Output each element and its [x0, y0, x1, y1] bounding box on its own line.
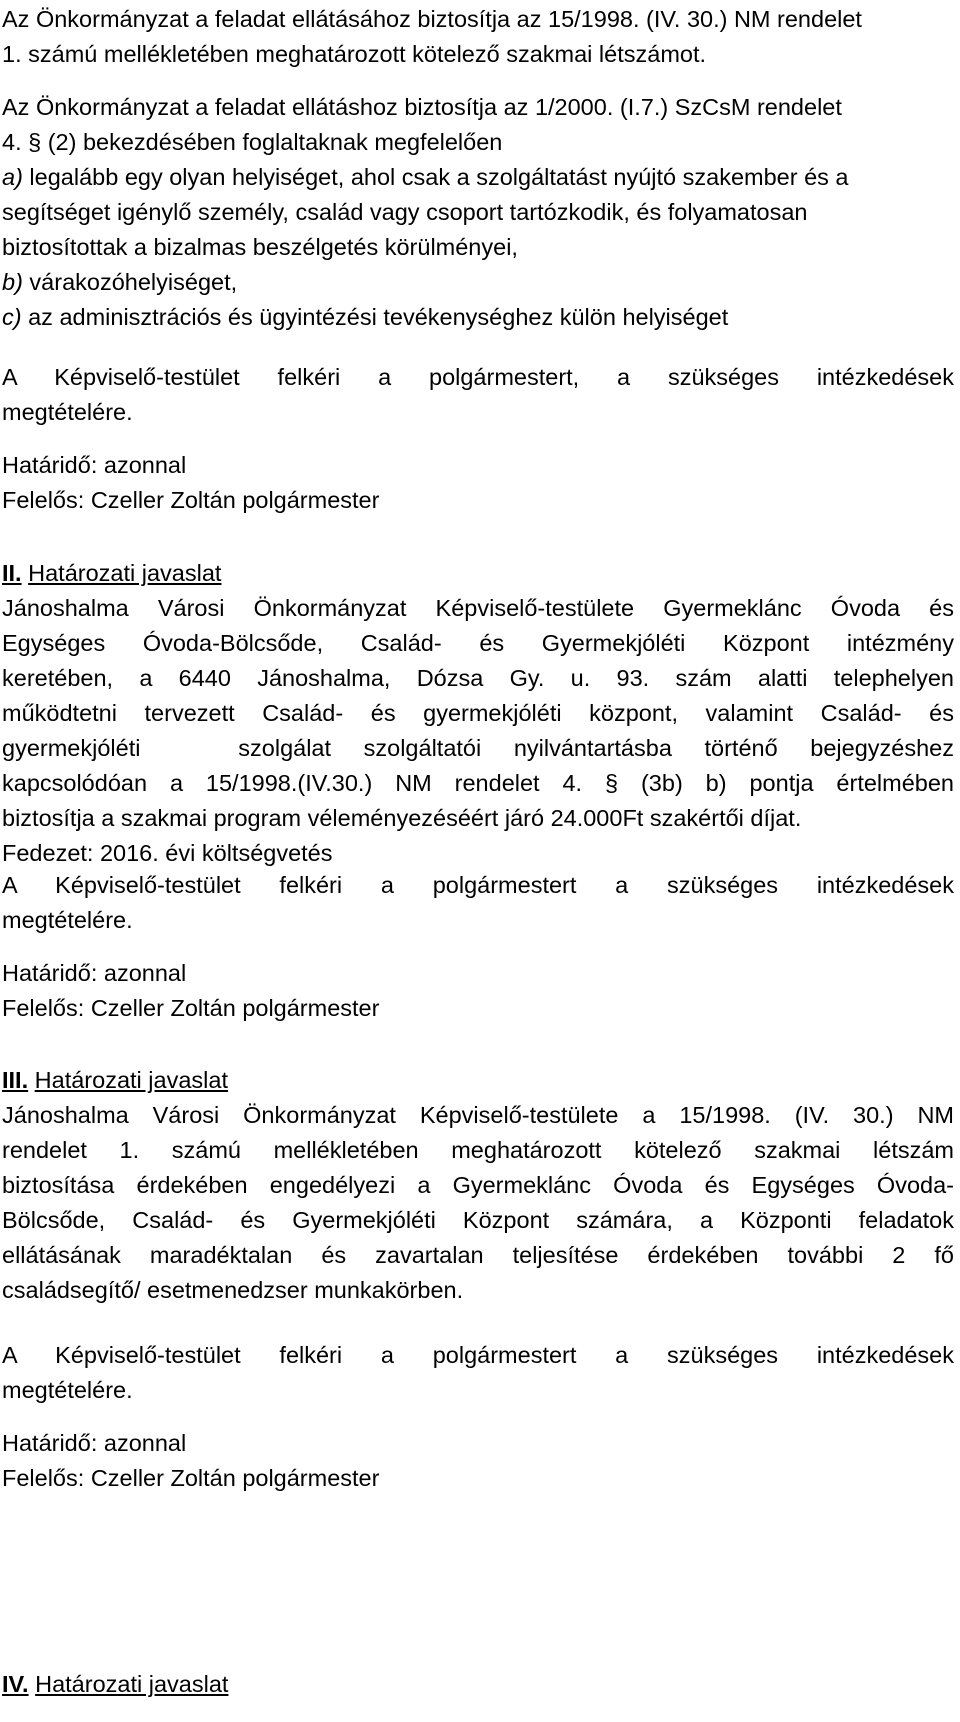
- request-3-line-1: A Képviselő-testület felkéri a polgármestert a szükséges intézkedések: [2, 1342, 954, 1368]
- list-item-a-line-2: segítséget igénylő személy, család vagy csoport tartózkodik, és folyamatosan: [2, 199, 808, 225]
- section-3-number: III.: [2, 1067, 29, 1093]
- intro-regulation-block: [2, 90, 954, 335]
- intro-block: [2, 2, 954, 72]
- list-item-c-text: az adminisztrációs és ügyintézési tevékenységhez külön helyiséget: [21, 304, 729, 330]
- intro-line-4: 4. § (2) bekezdésében foglaltaknak megfelelően: [2, 129, 503, 155]
- section-3-line-4: Bölcsőde, Család- és Gyermekjóléti Központ számára, a Központi feladatok: [2, 1207, 954, 1233]
- request-block-3: [2, 1338, 954, 1408]
- section-4-number: IV.: [2, 1671, 29, 1697]
- section-2-line-4: működtetni tervezett Család- és gyermekjóléti központ, valamint Család- és: [2, 700, 954, 726]
- list-item-a: [2, 160, 954, 195]
- request-block-2: [2, 868, 954, 938]
- list-item-b-text: várakozóhelyiséget,: [22, 269, 238, 295]
- section-2-line-1: Jánoshalma Városi Önkormányzat Képviselő-testülete Gyermeklánc Óvoda és: [2, 595, 954, 621]
- section-3-line-3: biztosítása érdekében engedélyezi a Gyermeklánc Óvoda és Egységes Óvoda-: [2, 1172, 954, 1198]
- deadline-2: Határidő: azonnal: [2, 960, 187, 986]
- list-item-c: [2, 300, 954, 335]
- section-2-heading: [2, 556, 954, 591]
- section-2-line-6: kapcsolódóan a 15/1998.(IV.30.) NM rendelet 4. § (3b) b) pontja értelmében: [2, 770, 954, 796]
- section-2-title: Határozati javaslat: [28, 560, 222, 586]
- list-item-c-prefix: c): [2, 304, 22, 330]
- section-3-heading: [2, 1063, 954, 1098]
- responsible-1: Felelős: Czeller Zoltán polgármester: [2, 487, 380, 513]
- section-2-line-3: keretében, a 6440 Jánoshalma, Dózsa Gy. u. 93. szám alatti telephelyen: [2, 665, 954, 691]
- section-2-number: II.: [2, 560, 22, 586]
- request-2-line-1: A Képviselő-testület felkéri a polgármestert a szükséges intézkedések: [2, 872, 954, 898]
- list-item-b-prefix: b): [2, 269, 23, 295]
- section-2-last-line: biztosítja a szakmai program véleményezéséért járó 24.000Ft szakértői díjat.: [2, 805, 802, 831]
- section-2-line-2: Egységes Óvoda-Bölcsőde, Család- és Gyermekjóléti Központ intézmény: [2, 630, 954, 656]
- list-item-a-text: legalább egy olyan helyiséget, ahol csak a szolgáltatást nyújtó szakember és a: [22, 164, 849, 190]
- intro-line-1: Az Önkormányzat a feladat ellátásához biztosítja az 15/1998. (IV. 30.) NM rendelet: [2, 6, 862, 32]
- list-item-b: [2, 265, 954, 300]
- responsible-2: Felelős: Czeller Zoltán polgármester: [2, 995, 380, 1021]
- section-2-line-5: gyermekjóléti szolgálat szolgáltatói nyilvántartásba történő bejegyzéshez: [2, 735, 954, 761]
- section-4-heading: [2, 1667, 954, 1702]
- deadline-block-2: [2, 956, 954, 1026]
- intro-line-3: Az Önkormányzat a feladat ellátáshoz biztosítja az 1/2000. (I.7.) SzCsM rendelet: [2, 94, 842, 120]
- section-4-title: Határozati javaslat: [35, 1671, 229, 1697]
- section-3-title: Határozati javaslat: [34, 1067, 228, 1093]
- section-2: [2, 556, 954, 871]
- section-3-line-1: Jánoshalma Városi Önkormányzat Képviselő-testülete a 15/1998. (IV. 30.) NM: [2, 1102, 954, 1128]
- section-3-line-5: ellátásának maradéktalan és zavartalan teljesítése érdekében további 2 fő: [2, 1242, 954, 1268]
- deadline-1: Határidő: azonnal: [2, 452, 187, 478]
- section-3-line-2: rendelet 1. számú mellékletében meghatározott kötelező szakmai létszám: [2, 1137, 954, 1163]
- intro-line-2: 1. számú mellékletében meghatározott kötelező szakmai létszámot.: [2, 41, 707, 67]
- request-block-1: [2, 360, 954, 430]
- section-2-funding: Fedezet: 2016. évi költségvetés: [2, 840, 333, 866]
- request-2-line-2: megtételére.: [2, 907, 133, 933]
- request-3-line-2: megtételére.: [2, 1377, 133, 1403]
- section-3: [2, 1063, 954, 1308]
- section-4: [2, 1667, 954, 1702]
- deadline-3: Határidő: azonnal: [2, 1430, 187, 1456]
- request-1-line-1: A Képviselő-testület felkéri a polgármestert, a szükséges intézkedések: [2, 364, 954, 390]
- list-item-a-line-3: biztosítottak a bizalmas beszélgetés körülményei,: [2, 234, 518, 260]
- deadline-block-3: [2, 1426, 954, 1496]
- deadline-block-1: [2, 448, 954, 518]
- responsible-3: Felelős: Czeller Zoltán polgármester: [2, 1465, 380, 1491]
- request-1-line-2: megtételére.: [2, 399, 133, 425]
- list-item-a-prefix: a): [2, 164, 23, 190]
- section-3-last-line: családsegítő/ esetmenedzser munkakörben.: [2, 1277, 464, 1303]
